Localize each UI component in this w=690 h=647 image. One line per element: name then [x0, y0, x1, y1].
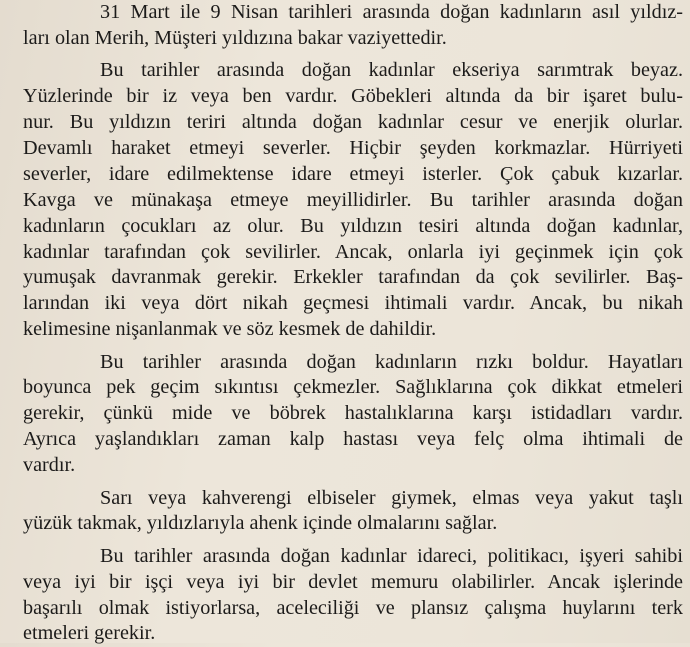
text-line: 31 Mart ile 9 Nisan tarihleri arasında doğan kadınların asıl yıldız-	[100, 1, 683, 23]
text-line: Kavga ve münakaşa etmeye meyillidirler. Bu tarihler arasında doğan	[23, 188, 683, 211]
text-line: Bu tarihler arasında doğan kadınlar idareci, politikacı, işyeri sahibi	[100, 544, 683, 567]
paragraph-3	[23, 350, 683, 479]
text-line: başarılı olmak istiyorlarsa, aceleciliği ve plansız çalışma huylarını terk	[23, 596, 683, 619]
text-line: Yüzlerinde bir iz veya ben vardır. Göbekleri altında da bir işaret bulu-	[23, 85, 683, 108]
text-line: kadınlar tarafından çok sevilirler. Ancak, onlarla iyi geçinmek için çok	[23, 240, 683, 263]
text-line: boyunca pek geçim sıkıntısı çekmezler. Sağlıklarına çok dikkat etmeleri	[23, 376, 683, 399]
paragraph-5	[23, 544, 683, 647]
paragraph-2	[23, 58, 683, 343]
book-page	[23, 0, 683, 643]
paragraph-4	[23, 486, 683, 538]
text-line: veya iyi bir işçi veya iyi bir devlet memuru olabilirler. Ancak işlerinde	[23, 570, 683, 593]
paragraph-1	[23, 0, 683, 52]
text-line: Bu tarihler arasında doğan kadınlar ekseriya sarımtrak beyaz.	[100, 59, 683, 82]
text-line: severler, idare edilmektense idare etmeyi isterler. Çok çabuk kızarlar.	[23, 162, 683, 185]
text-line: yumuşak davranmak gerekir. Erkekler tarafından da çok sevilirler. Baş-	[23, 266, 683, 289]
text-line: ları olan Merih, Müşteri yıldızına bakar vaziyettedir.	[23, 26, 447, 49]
text-line: kelimesine nişanlanmak ve söz kesmek de dahildir.	[23, 318, 437, 341]
text-line: Ayrıca yaşlandıkları zaman kalp hastası veya felç olma ihtimali de	[23, 428, 683, 451]
text-line: gerekir, çünkü mide ve böbrek hastalıklarına karşı istidadları vardır.	[23, 402, 683, 425]
text-line: yüzük takmak, yıldızlarıyla ahenk içinde olmalarını sağlar.	[23, 512, 498, 535]
text-line: Bu tarihler arasında doğan kadınların rızkı boldur. Hayatları	[100, 350, 683, 373]
text-line: nur. Bu yıldızın teriri altında doğan kadınlar cesur ve enerjik olurlar.	[23, 111, 683, 134]
text-line: larından iki veya dört nikah geçmesi ihtimali vardır. Ancak, bu nikah	[23, 292, 683, 315]
text-line: Devamlı haraket etmeyi severler. Hiçbir şeyden korkmazlar. Hürriyeti	[23, 136, 683, 159]
text-line: etmeleri gerekir.	[23, 622, 156, 645]
text-line: Sarı veya kahverengi elbiseler giymek, elmas veya yakut taşlı	[100, 486, 683, 509]
text-line: vardır.	[23, 454, 76, 477]
text-line: kadınların çocukları az olur. Bu yıldızın tesiri altında doğan kadınlar,	[23, 214, 683, 237]
